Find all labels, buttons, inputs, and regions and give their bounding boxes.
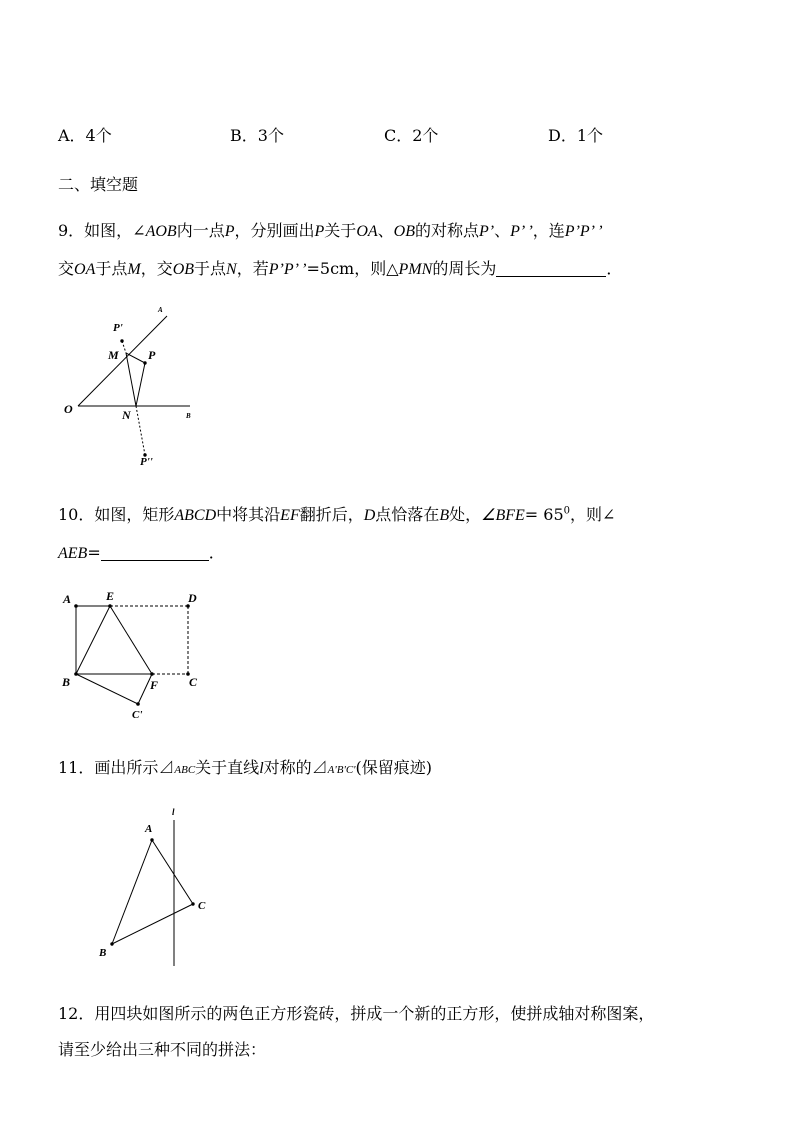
q12-line1: 12．用四块如图所示的两色正方形瓷砖，拼成一个新的正方形，使拼成轴对称图案，	[58, 1004, 655, 1023]
q10-label-f: F	[150, 678, 159, 692]
q11-label-b: B	[99, 947, 107, 959]
choice-a: A．4个	[58, 126, 112, 145]
q9-label-p2: P''	[140, 456, 153, 468]
q9-label-p: P	[148, 348, 156, 362]
section-title: 二、填空题	[58, 175, 139, 194]
q9-line2: 交OA于点M，交OB于点N，若P’P’ ’=5cm，则△PMN的周长为 ．	[58, 259, 623, 278]
q9-line1: 9．如图，∠AOB内一点P，分别画出P关于OA、OB的对称点P’、P’ ’，连P’P’ ’	[58, 221, 603, 240]
q10-label-e: E	[106, 589, 115, 603]
q10-label-b: B	[62, 675, 71, 689]
q9-label-b: B	[186, 412, 191, 420]
choice-b: B．3个	[230, 126, 284, 145]
q9-label-p1: P'	[113, 322, 123, 334]
q10-label-c1: C'	[132, 709, 143, 721]
q9-figure	[78, 316, 190, 456]
q12-line2: 请至少给出三种不同的拼法：	[58, 1040, 267, 1059]
choice-d: D．1个	[548, 126, 604, 145]
q11-line: 11．画出所示⊿ABC关于直线l对称的⊿A'B'C'(保留痕迹)	[58, 758, 433, 777]
q10-line1: 10．如图，矩形ABCD中将其沿EF翻折后，D点恰落在B处，∠BFE= $65^0$，则∠	[58, 505, 616, 524]
q9-label-a: A	[158, 306, 163, 314]
q9-label-m: M	[108, 348, 119, 362]
q11-figure	[111, 820, 194, 966]
q10-line2: AEB= ．	[58, 543, 225, 562]
q9-label-n: N	[122, 408, 131, 422]
q10-figure	[75, 605, 190, 706]
q10-label-c: C	[189, 675, 198, 689]
q9-label-o: O	[64, 402, 73, 416]
q10-label-a: A	[63, 592, 72, 606]
choice-c: C．2个	[384, 126, 439, 145]
q10-label-d: D	[188, 591, 197, 605]
q11-label-a: A	[145, 823, 153, 835]
q11-label-l: l	[172, 807, 175, 817]
q11-label-c: C	[198, 900, 206, 912]
